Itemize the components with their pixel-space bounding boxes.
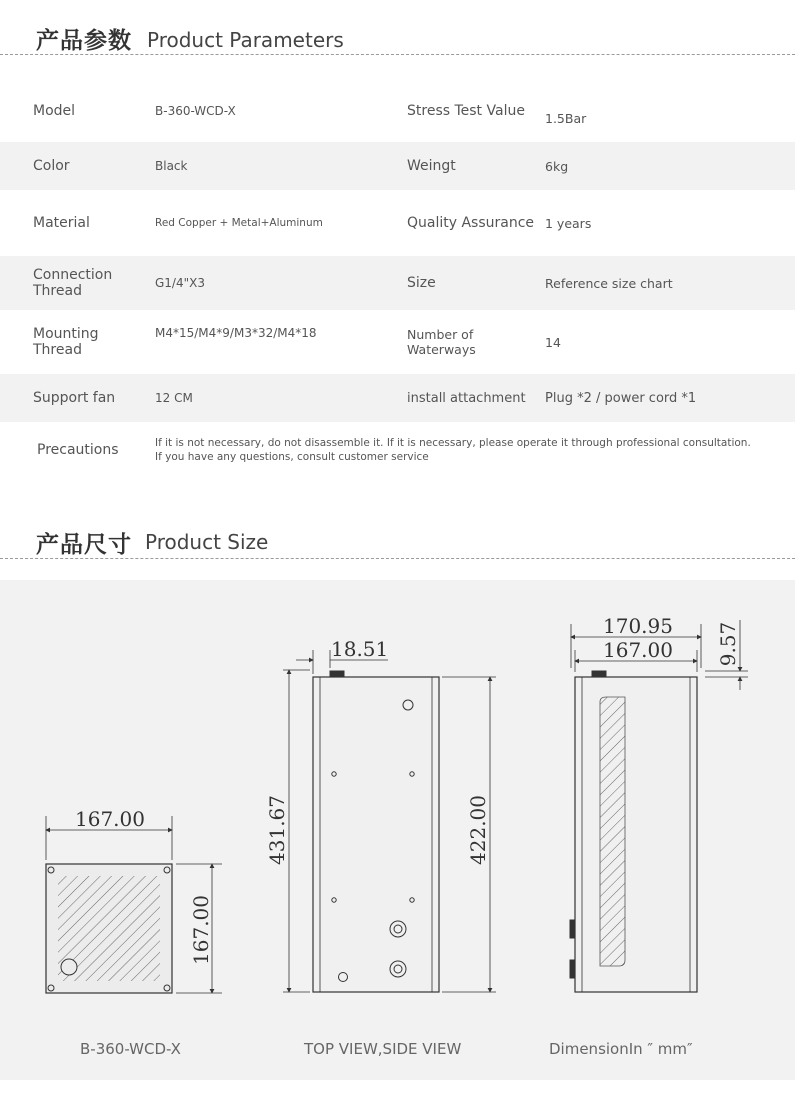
param-label: Model <box>33 103 76 119</box>
dim-top-offset: 18.51 <box>331 637 389 661</box>
dim-front-width: 167.00 <box>75 807 145 831</box>
dimension-drawing <box>0 580 795 1080</box>
param-value: 14 <box>545 334 561 350</box>
param-label: Weingt <box>407 158 456 174</box>
param-value: 12 CM <box>155 391 193 405</box>
param-label: Material <box>33 215 90 231</box>
size-title-en: Product Size <box>145 530 269 554</box>
param-label: Connection Thread <box>33 267 113 299</box>
param-value: 1 years <box>545 215 592 231</box>
table-row <box>0 80 795 142</box>
param-label: install attachment <box>407 390 526 406</box>
precautions-line-1: If it is not necessary, do not disassemble it. If it is necessary, please operate it through professional consultation. <box>155 437 751 449</box>
param-value: Reference size chart <box>545 275 673 291</box>
param-label: Size <box>407 275 436 291</box>
dim-side-top: 9.57 <box>716 621 740 667</box>
param-label: Number of Waterways <box>407 327 476 357</box>
dim-total-length: 431.67 <box>265 795 289 865</box>
top-view <box>283 650 496 992</box>
param-value: Plug *2 / power cord *1 <box>545 390 697 406</box>
table-row <box>0 142 795 190</box>
param-label: Color <box>33 158 70 174</box>
precautions-label: Precautions <box>37 442 119 458</box>
caption-front: B-360-WCD-X <box>80 1040 181 1058</box>
dim-body-length: 422.00 <box>466 795 490 865</box>
param-value: B-360-WCD-X <box>155 104 236 118</box>
param-label: Quality Assurance <box>407 215 535 231</box>
precautions-row <box>0 422 795 478</box>
dimension-drawing-panel <box>0 580 795 1080</box>
param-value: Black <box>155 159 188 173</box>
size-title-cn: 产品尺寸 <box>36 532 132 558</box>
param-value: 6kg <box>545 158 569 174</box>
dim-side-inner-width: 167.00 <box>603 638 673 662</box>
dim-side-outer-width: 170.95 <box>603 614 673 638</box>
caption-dimension: DimensionIn ″ mm″ <box>549 1040 693 1058</box>
param-value: Red Copper + Metal+Aluminum <box>155 217 323 229</box>
caption-top-side: TOP VIEW,SIDE VIEW <box>304 1040 462 1058</box>
param-value: G1/4"X3 <box>155 276 205 290</box>
param-label: Stress Test Value <box>407 103 525 119</box>
table-row <box>0 256 795 310</box>
parameters-table <box>0 80 795 478</box>
table-row <box>0 310 795 374</box>
param-label: Support fan <box>33 390 116 406</box>
param-label: Mounting Thread <box>33 326 99 358</box>
table-row <box>0 190 795 256</box>
dim-front-height: 167.00 <box>189 895 213 965</box>
parameters-title-en: Product Parameters <box>147 28 344 52</box>
param-value: M4*15/M4*9/M3*32/M4*18 <box>155 326 317 340</box>
precautions-text <box>147 422 795 478</box>
precautions-line-2: If you have any questions, consult customer service <box>155 451 429 463</box>
section-divider <box>0 558 795 559</box>
section-divider <box>0 54 795 55</box>
parameters-title-cn: 产品参数 <box>36 28 132 54</box>
table-row <box>0 374 795 422</box>
param-value: 1.5Bar <box>545 110 587 126</box>
side-view <box>570 620 748 992</box>
